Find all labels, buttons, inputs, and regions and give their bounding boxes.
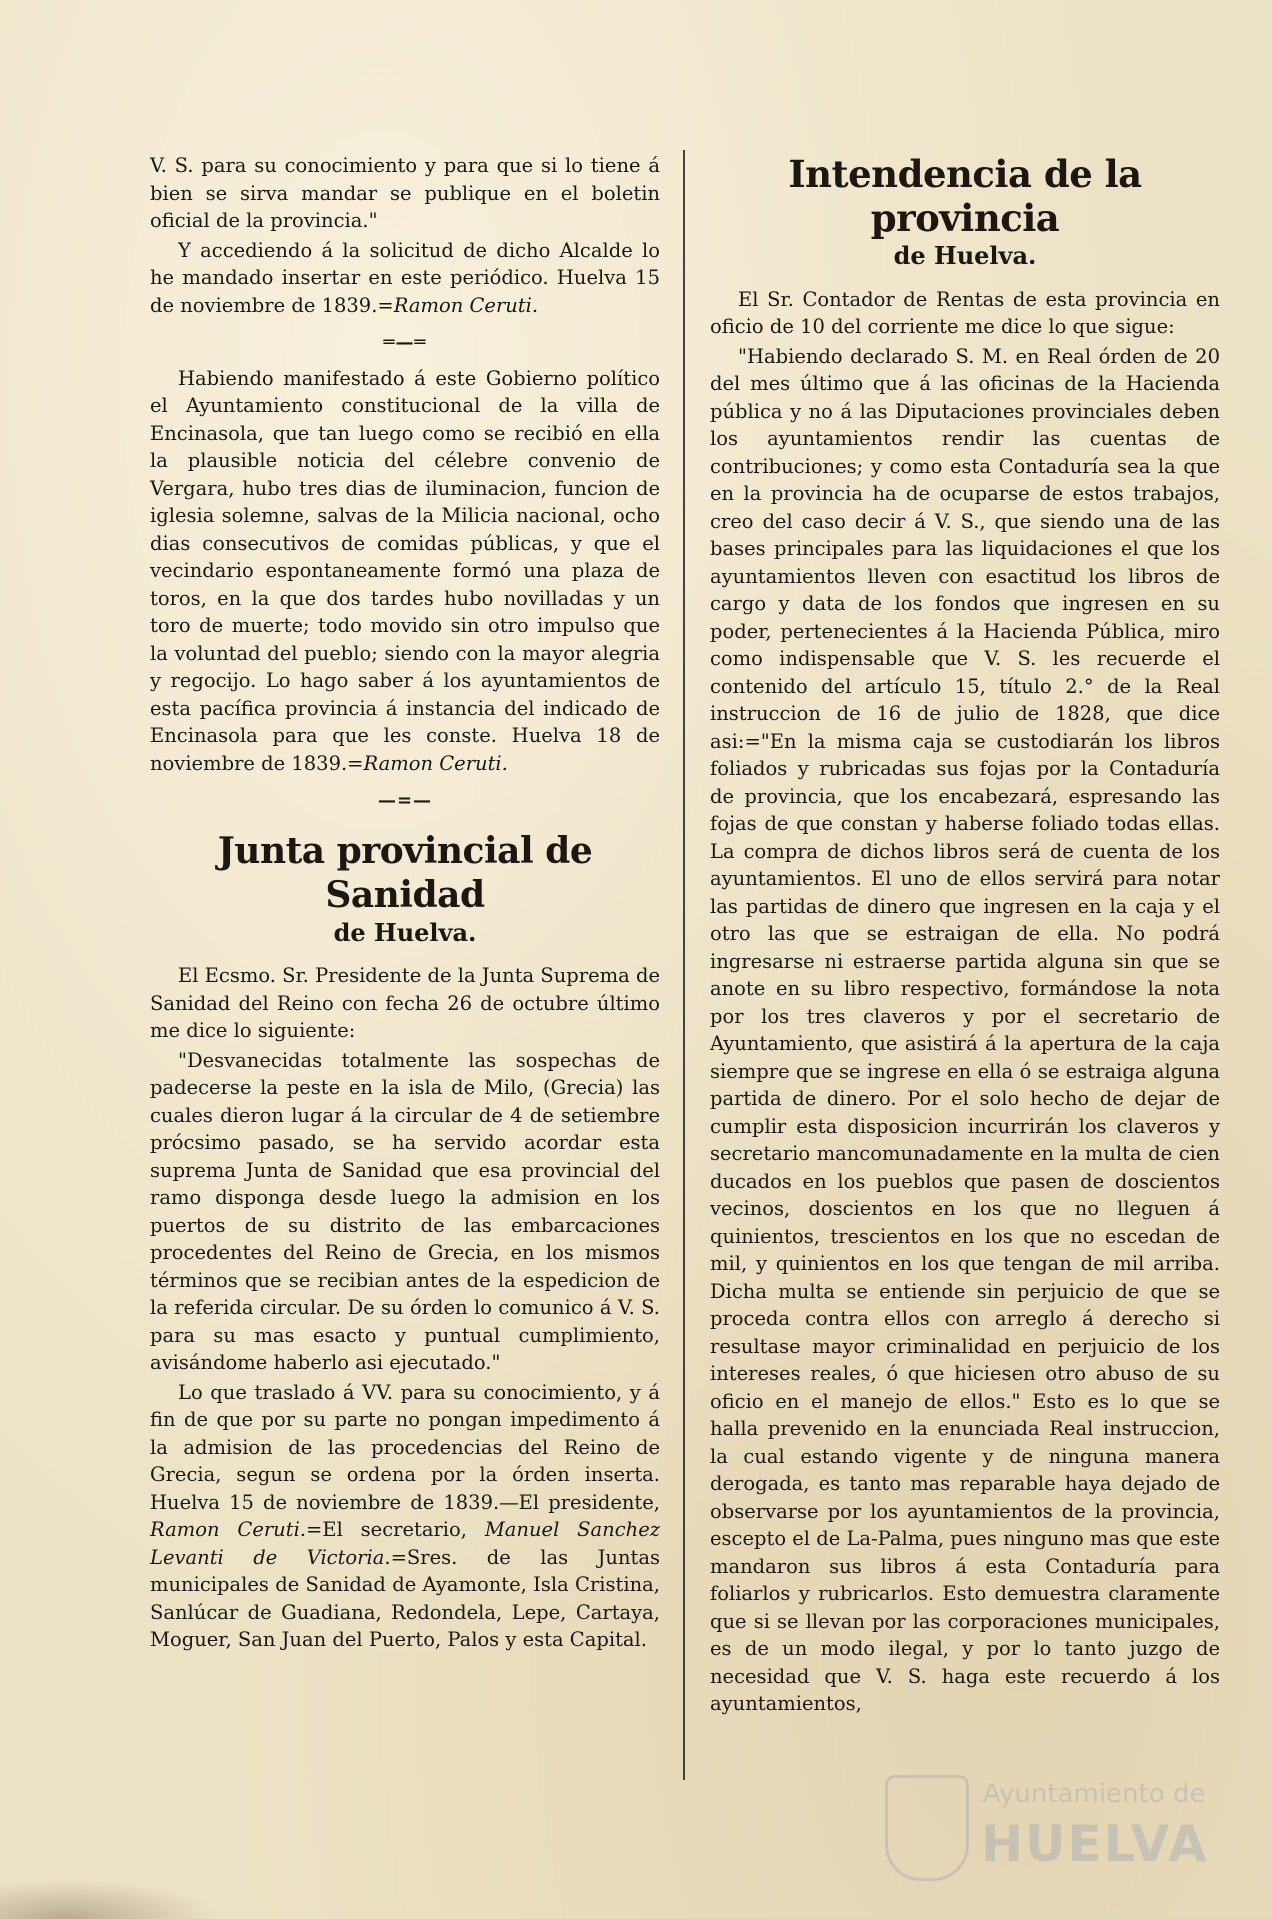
paragraph-real-orden: "Habiendo declarado S. M. en Real órden de 20 del mes último que á las oficinas de la Hacienda pública y no á las Diputaciones provinciales deben los ayuntamientos rendir las cuentas de contribuciones; y como esta Contaduría sea la que en la provincia ha de ocuparse de estos trabajos, creo del caso decir á V. S., que siendo una de las bases principales para las liquidaciones el que los ayuntamientos lleven con esactitud los libros de cargo y data de los fondos que ingresen en su poder, pertenecientes á la Hacienda Pública, miro como indispensable que V. S. les recuerde el contenido del artículo 15, título 2.° de la Real instruccion de 16 de julio de 1828, que dice asi:="En la misma caja se custodiarán los libros foliados y rubricadas sus fojas por la Contaduría de provincia, que los encabezará, espresando las fojas de que constan y haberse foliado todas ellas. La compra de dichos libros será de cuenta de los ayuntamientos. El uno de ellos servirá para notar las partidas de dinero que ingresen en la caja y el otro las que se estraigan de ella. No podrá ingresarse ni estraerse partida alguna sin que se anote en su libro respectivo, formándose la nota por los tres claveros y por el secretario de Ayuntamiento, que asistirá á la apertura de la caja siempre que se ingrese en ella ó se estraiga alguna partida de dinero. Por el solo hecho de dejar de cumplir esta disposicion incurrirán los claveros y secretario mancomunadamente en la multa de cien ducados en los pueblos que pasen de doscientos vecinos, doscientos en los que no lleguen á quinientos, trescientos en los que no escedan de mil, y quinientos en los que tengan de mil arriba. Dicha multa se entiende sin perjuicio de que se proceda contra ellos con arreglo á derecho si resultase mayor criminalidad en perjuicio de los intereses reales, ó que hiciesen otro abuso de su oficio en el manejo de ellos." Esto es lo que se halla prevenido en la enunciada Real instruccion, la cual estando vigente y de ninguna manera derogada, es tanto mas reparable haya dejado de observarse por los ayuntamientos de la provincia, escepto el de La-Palma, pues ninguno mas que este mandaron sus libros á esta Contaduría para foliarlos y rubricarlos. Esto demuestra claramente que si se llevan por las corporaciones municipales, es de un modo ilegal, y por lo tanto juzgo de necesidad que V. S. haga este recuerdo á los ayuntamientos, [710,344,1220,1715]
paragraph-traslado [150,1379,660,1654]
watermark-line2: HUELVA [981,1815,1209,1873]
separator-2: —=— [377,790,433,811]
section-heading-sanidad: Junta provincial de Sanidad [217,829,593,916]
signature-president: Ramon Ceruti. [150,1518,307,1541]
ayuntamiento-watermark [885,1775,1215,1885]
paragraph-acceding [150,237,660,320]
secretary-label: =El secretario, [306,1518,485,1541]
page-stain [0,1879,220,1919]
paragraph-encinasola [150,365,660,778]
section-subheading-intendencia: de Huelva. [893,241,1037,270]
signature-ceruti-2: Ramon Ceruti. [363,751,508,775]
watermark-line1: Ayuntamiento de [983,1779,1206,1809]
recipients-list: =Sres. de las Juntas municipales de Sanidad de Ayamonte, Isla Cristina, Sanlúcar de Guadiana, Redondela, Lepe, Cartaya, Moguer, San Juan del Puerto, Palos y esta Capital. [150,1545,660,1651]
signature-ceruti-1: Ramon Ceruti. [393,293,539,317]
shield-icon [885,1775,969,1881]
section-heading-intendencia: Intendencia de la provincia [788,152,1142,240]
left-column [150,152,660,1656]
column-divider [683,150,685,1780]
paragraph-grecia-quote: "Desvanecidas totalmente las sospechas de padecerse la peste en la isla de Milo, (Grecia) las cuales dieron lugar á la circular de 4 de setiembre prócsimo pasado, se ha servido acordar esta suprema Junta de Sanidad que esa provincial del ramo disponga desde luego la admision en los puertos de su distrito de las embarcaciones procedentes del Reino de Grecia, en los mismos términos que se recibian antes de la espedicion de la referida circular. De su órden lo comunico á V. S. para su mas esacto y puntual cumplimiento, avisándome haberlo asi ejecutado." [150,1048,660,1374]
section-subheading-sanidad: de Huelva. [333,917,477,947]
paragraph-presidente: El Ecsmo. Sr. Presidente de la Junta Suprema de Sanidad del Reino con fecha 26 de octubre último me dice lo siguiente: [150,964,660,1042]
paragraph-intro: V. S. para su conocimiento y para que si lo tiene á bien se sirva mandar se publique en el boletin oficial de la provincia." [150,154,660,232]
paragraph-encinasola-text: Habiendo manifestado á este Gobierno político el Ayuntamiento constitucional de la villa de Encinasola, que tan luego como se recibió en ella la plausible noticia del célebre convenio de Vergara, hubo tres dias de iluminacion, funcion de iglesia solemne, salvas de la Milicia nacional, ocho dias consecutivos de comidas públicas, y que el vecindario espontaneamente formó una plaza de toros, en la que dos tardes hubo novilladas y un toro de muerte; todo movido sin otro impulso que la voluntad del pueblo; siendo con la mayor alegria y regocijo. Lo hago saber á los ayuntamientos de esta pacífica provincia á instancia del indicado de Encinasola para que les conste. Huelva 18 de noviembre de 1839.= [150,366,660,775]
paragraph-acceding-text: Y accediendo á la solicitud de dicho Alcalde lo he mandado insertar en este periódico. Huelva 15 de noviembre de 1839.= [150,238,660,317]
right-column [710,152,1220,1720]
paragraph-contador: El Sr. Contador de Rentas de esta provincia en oficio de 10 del corriente me dice lo que sigue: [710,287,1220,338]
paragraph-traslado-text: Lo que traslado á VV. para su conocimiento, y á fin de que por su parte no pongan impedimento á la admision de las procedencias del Reino de Grecia, segun se ordena por la órden inserta. Huelva 15 de noviembre de 1839.—El presidente, [150,1380,660,1514]
signature-secretary: Manuel Sanchez Levanti de Victoria. [150,1518,661,1569]
separator-1: ═—═ [383,332,427,353]
